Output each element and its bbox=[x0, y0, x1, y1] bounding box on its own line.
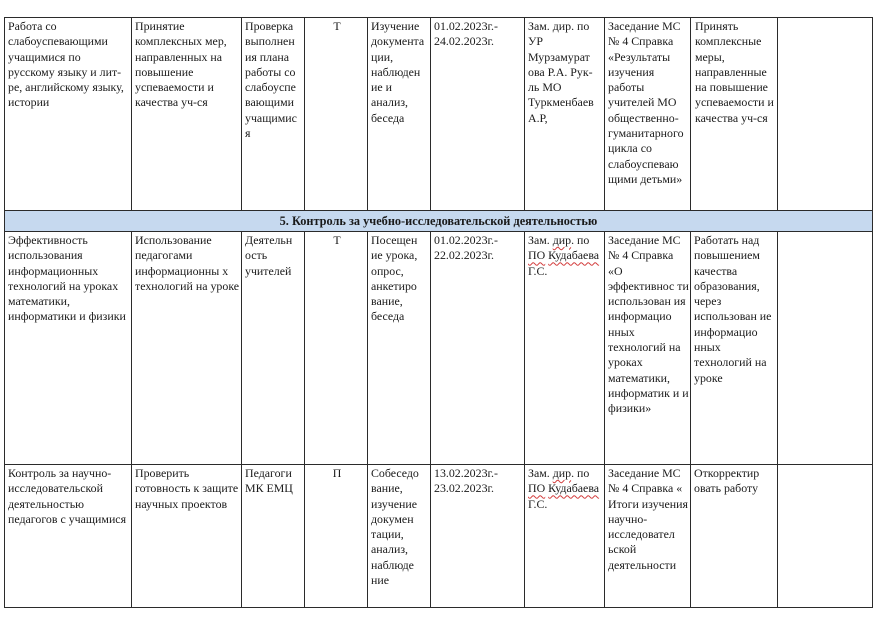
spellcheck-mark: ПО bbox=[528, 248, 546, 263]
cell-review: Заседание МС № 4 Справка «Результаты изучения работы учителей МО общественно-гуманитарного цикла со слабоуспеваю щими детьми» bbox=[605, 18, 691, 211]
cell-note bbox=[778, 18, 873, 211]
cell-responsible bbox=[525, 232, 605, 465]
cell-topic: Эффективность использования информационных технологий на уроках математики, информатики и физики bbox=[5, 232, 132, 465]
responsible-text: Г.С. bbox=[528, 263, 548, 278]
cell-methods: Собеседо вание, изучение докумен тации, анализ, наблюде ние bbox=[368, 465, 431, 608]
responsible-text: . по bbox=[571, 466, 590, 480]
cell-object: Проверка выполнен ия плана работы со слабоуспе вающими учащимис я bbox=[242, 18, 305, 211]
control-plan-table bbox=[4, 17, 873, 608]
table-row bbox=[5, 18, 873, 211]
cell-methods: Посещен ие урока, опрос, анкетиро вание, беседа bbox=[368, 232, 431, 465]
cell-type: П bbox=[305, 465, 368, 608]
cell-goal: Использование педагогами информационны х технологий на уроке bbox=[132, 232, 242, 465]
cell-topic: Контроль за научно-исследовательской деятельностью педагогов с учащимися bbox=[5, 465, 132, 608]
responsible-text: Зам. bbox=[528, 233, 553, 247]
cell-dates: 13.02.2023г.- 23.02.2023г. bbox=[431, 465, 525, 608]
cell-dates: 01.02.2023г.- 22.02.2023г. bbox=[431, 232, 525, 465]
cell-decision: Принять комплексные меры, направленные на повышение успеваемости и качества уч-ся bbox=[691, 18, 778, 211]
spellcheck-mark: Кудабаева bbox=[548, 481, 600, 496]
section-header-row bbox=[5, 211, 873, 232]
cell-type: Т bbox=[305, 18, 368, 211]
table-row bbox=[5, 465, 873, 608]
cell-goal: Проверить готовность к защите научных проектов bbox=[132, 465, 242, 608]
cell-responsible bbox=[525, 465, 605, 608]
spellcheck-mark: Кудабаева bbox=[548, 248, 600, 263]
cell-decision: Работать над повышением качества образования, через использован ие информацио нных технологий на уроке bbox=[691, 232, 778, 465]
responsible-text: Зам. bbox=[528, 466, 553, 480]
cell-object: Деятельн ость учителей bbox=[242, 232, 305, 465]
cell-goal: Принятие комплексных мер, направленных на повышение успеваемости и качества уч-ся bbox=[132, 18, 242, 211]
cell-topic: Работа со слабоуспевающими учащимися по русскому языку и лит-ре, английскому языку, истории bbox=[5, 18, 132, 211]
cell-object: Педагоги МК ЕМЦ bbox=[242, 465, 305, 608]
cell-review: Заседание МС № 4 Справка «О эффективнос ти использован ия информацио нных технологий на уроках математики, информатик и и физики» bbox=[605, 232, 691, 465]
cell-note bbox=[778, 465, 873, 608]
cell-dates: 01.02.2023г.- 24.02.2023г. bbox=[431, 18, 525, 211]
cell-type: Т bbox=[305, 232, 368, 465]
cell-responsible: Зам. дир. по УР Мурзамурат ова Р.А. Рук-ль МО Туркменбаев А.Р, bbox=[525, 18, 605, 211]
responsible-text: Г.С. bbox=[528, 496, 548, 511]
spellcheck-mark: ПО bbox=[528, 481, 546, 496]
cell-note bbox=[778, 232, 873, 465]
spellcheck-mark: дир bbox=[552, 466, 572, 480]
cell-decision: Откорректир овать работу bbox=[691, 465, 778, 608]
table-row bbox=[5, 232, 873, 465]
spellcheck-mark: дир bbox=[552, 233, 572, 247]
section-title: 5. Контроль за учебно-исследовательской деятельностью bbox=[5, 211, 873, 232]
responsible-text: . по bbox=[571, 233, 590, 247]
cell-review: Заседание МС № 4 Справка « Итоги изучения научно-исследовател ьской деятельности bbox=[605, 465, 691, 608]
cell-methods: Изучение документа ции, наблюден ие и анализ, беседа bbox=[368, 18, 431, 211]
